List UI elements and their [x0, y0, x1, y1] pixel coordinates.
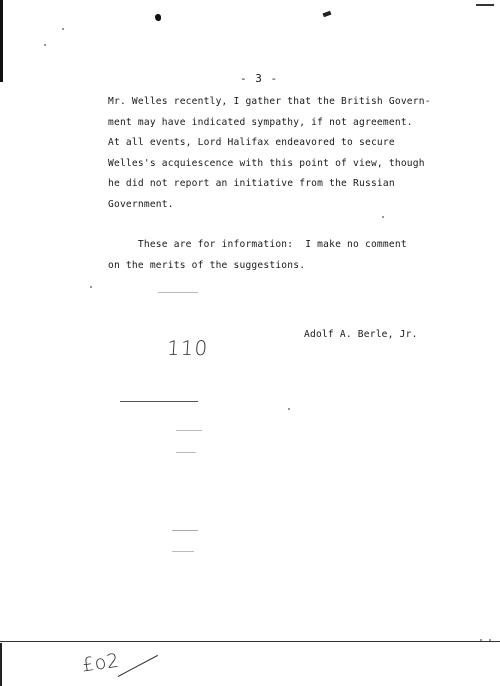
- dust-speck: [288, 408, 290, 410]
- faint-bleed-through: [158, 292, 198, 293]
- handwritten-annotation: £o2: [80, 649, 121, 677]
- handwritten-number: 110: [166, 336, 210, 360]
- faint-bleed-through: [172, 551, 194, 552]
- dust-speck: [44, 44, 46, 46]
- text-line: he did not report an initiative from the Russian: [108, 178, 395, 189]
- ink-blot-mark: [155, 14, 161, 21]
- dust-speck: [62, 28, 64, 30]
- page-number: - 3 -: [240, 72, 279, 85]
- pen-stroke-mark: [118, 655, 158, 677]
- corner-mark: [476, 4, 494, 6]
- text-line: Mr. Welles recently, I gather that the British Govern-: [108, 96, 431, 107]
- ink-smudge-mark: [323, 11, 332, 17]
- left-edge-shadow-bottom: [0, 643, 2, 686]
- text-line: Welles's acquiescence with this point of view, though: [108, 157, 425, 169]
- signature-block: Adolf A. Berle, Jr.: [304, 329, 418, 340]
- text-line: Government.: [108, 198, 174, 210]
- body-paragraph-2: [108, 235, 468, 276]
- text-line: These are for information: I make no comment: [108, 239, 407, 250]
- left-edge-shadow-top: [0, 0, 3, 82]
- faint-bleed-through: [176, 430, 202, 431]
- text-line: At all events, Lord Halifax endeavored to secure: [108, 137, 395, 148]
- scan-edge-line: [0, 641, 500, 642]
- dust-speck: [90, 286, 92, 288]
- text-line: on the merits of the suggestions.: [108, 259, 306, 271]
- horizontal-rule: [120, 401, 198, 402]
- body-paragraph-1: [108, 92, 468, 215]
- text-line: ment may have indicated sympathy, if not agreement.: [108, 116, 413, 128]
- dust-speck: [382, 216, 384, 218]
- faint-bleed-through: [172, 530, 198, 531]
- faint-bleed-through: [176, 452, 196, 453]
